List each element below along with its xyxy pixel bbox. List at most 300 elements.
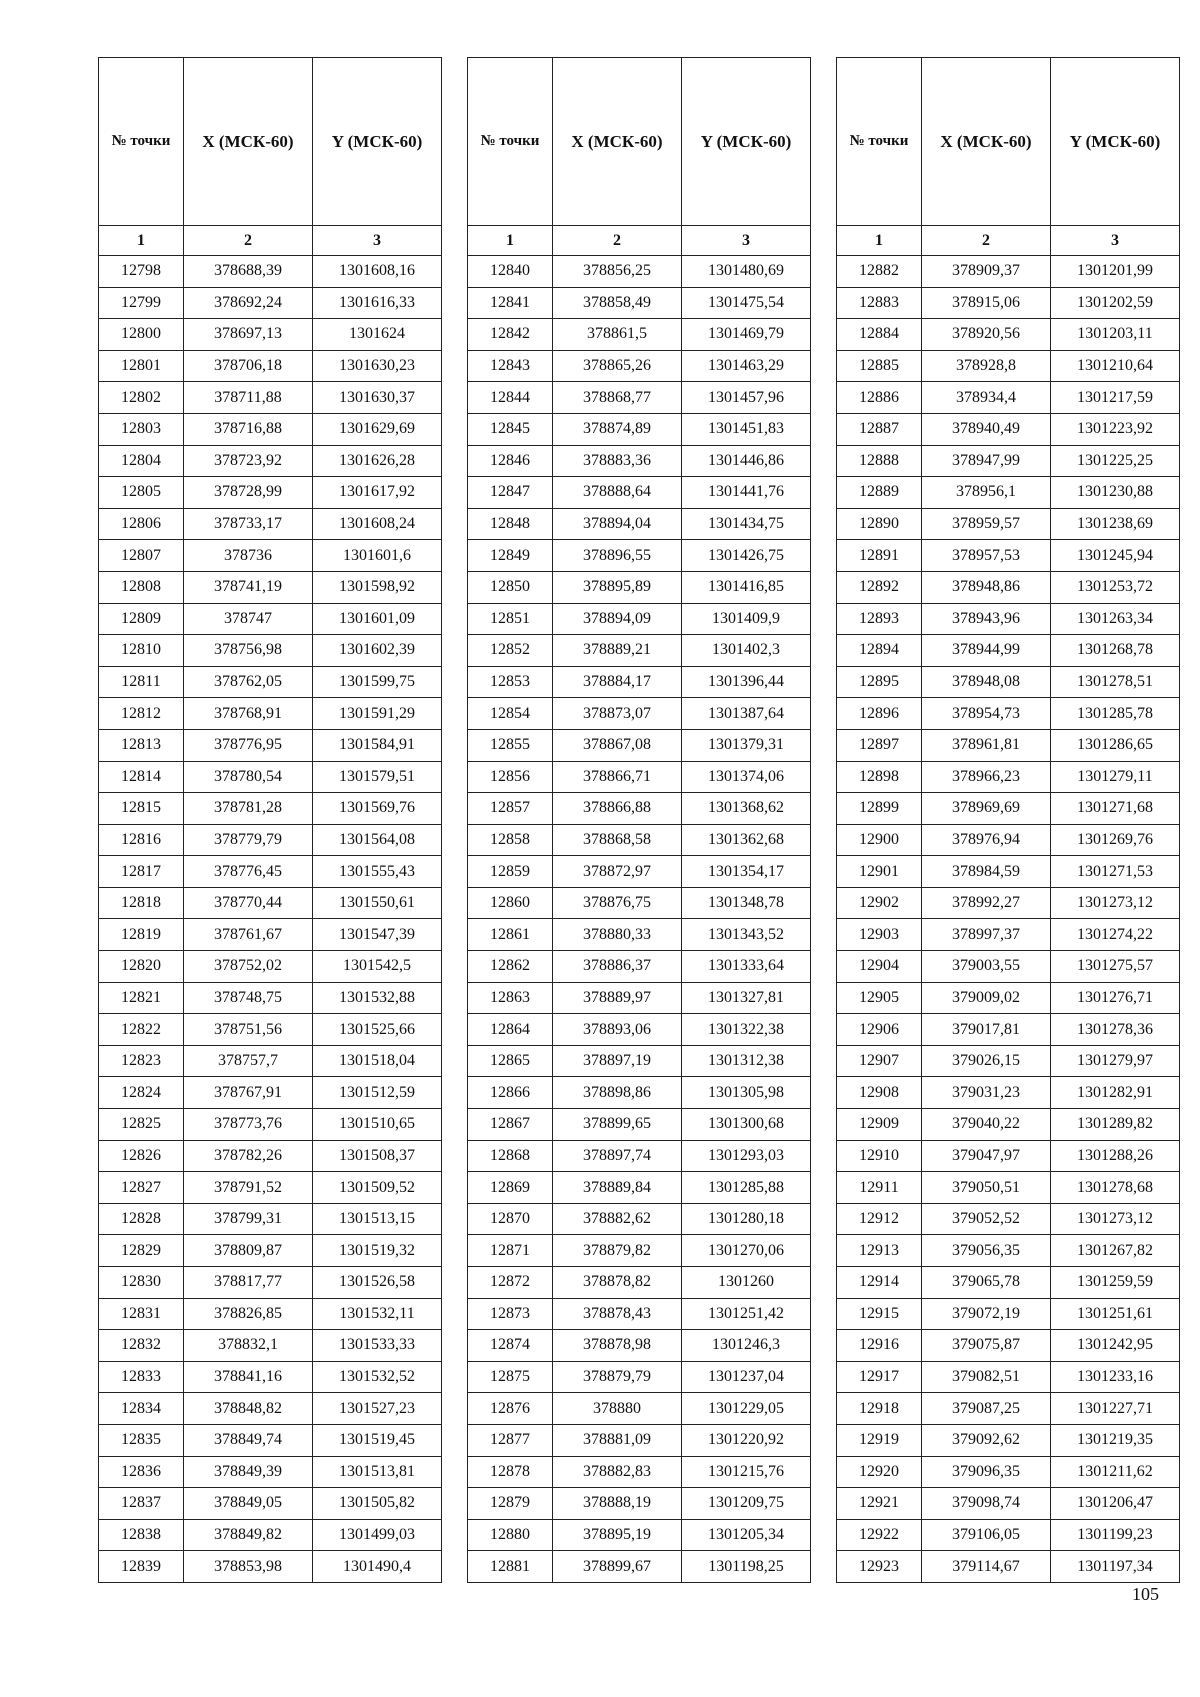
table-row (837, 666, 1180, 698)
table-row (468, 319, 811, 351)
x-value: 378779,79 (184, 824, 313, 856)
x-value: 379040,22 (922, 1109, 1051, 1141)
point-number: 12827 (99, 1172, 184, 1204)
point-number: 12883 (837, 287, 922, 319)
point-number: 12890 (837, 508, 922, 540)
y-value: 1301286,65 (1051, 729, 1180, 761)
table-row (468, 1045, 811, 1077)
x-value: 378756,98 (184, 635, 313, 667)
point-number: 12849 (468, 540, 553, 572)
point-number: 12919 (837, 1424, 922, 1456)
y-value: 1301532,88 (313, 982, 442, 1014)
x-value: 378867,08 (553, 729, 682, 761)
point-number: 12839 (99, 1551, 184, 1583)
y-coordinate-header: Y (МСК-60) (682, 58, 811, 226)
x-value: 378748,75 (184, 982, 313, 1014)
point-number: 12920 (837, 1456, 922, 1488)
x-value: 378898,86 (553, 1077, 682, 1109)
table-row (468, 445, 811, 477)
y-value: 1301579,51 (313, 761, 442, 793)
table-row (99, 319, 442, 351)
y-value: 1301215,76 (682, 1456, 811, 1488)
x-value: 378832,1 (184, 1330, 313, 1362)
point-number: 12899 (837, 793, 922, 825)
table-row (99, 951, 442, 983)
y-value: 1301533,33 (313, 1330, 442, 1362)
table-row (99, 666, 442, 698)
x-value: 378961,81 (922, 729, 1051, 761)
x-value: 378849,05 (184, 1488, 313, 1520)
x-value: 378868,58 (553, 824, 682, 856)
table-row (99, 1014, 442, 1046)
x-coordinate-header: X (МСК-60) (184, 58, 313, 226)
x-value: 378799,31 (184, 1203, 313, 1235)
x-value: 378888,19 (553, 1488, 682, 1520)
point-number: 12911 (837, 1172, 922, 1204)
y-value: 1301273,12 (1051, 1203, 1180, 1235)
y-value: 1301617,92 (313, 477, 442, 509)
table-row (99, 1235, 442, 1267)
y-value: 1301280,18 (682, 1203, 811, 1235)
y-value: 1301282,91 (1051, 1077, 1180, 1109)
column-index: 2 (553, 226, 682, 256)
table-row (99, 1488, 442, 1520)
y-value: 1301532,52 (313, 1361, 442, 1393)
y-value: 1301199,23 (1051, 1519, 1180, 1551)
table-row (468, 824, 811, 856)
y-value: 1301274,22 (1051, 919, 1180, 951)
y-value: 1301237,04 (682, 1361, 811, 1393)
table-row (837, 729, 1180, 761)
point-number: 12829 (99, 1235, 184, 1267)
x-value: 378883,36 (553, 445, 682, 477)
y-value: 1301242,95 (1051, 1330, 1180, 1362)
point-number: 12918 (837, 1393, 922, 1425)
y-value: 1301525,66 (313, 1014, 442, 1046)
x-value: 378716,88 (184, 413, 313, 445)
x-value: 378849,82 (184, 1519, 313, 1551)
x-value: 378736 (184, 540, 313, 572)
x-value: 379106,05 (922, 1519, 1051, 1551)
x-value: 378944,99 (922, 635, 1051, 667)
y-value: 1301550,61 (313, 887, 442, 919)
point-number: 12858 (468, 824, 553, 856)
y-value: 1301630,23 (313, 350, 442, 382)
table-row (837, 887, 1180, 919)
x-value: 378866,88 (553, 793, 682, 825)
y-value: 1301480,69 (682, 256, 811, 288)
point-number: 12852 (468, 635, 553, 667)
x-value: 378776,45 (184, 856, 313, 888)
y-value: 1301510,65 (313, 1109, 442, 1141)
table-row (468, 761, 811, 793)
table-row (837, 1488, 1180, 1520)
y-value: 1301269,76 (1051, 824, 1180, 856)
table-row (837, 571, 1180, 603)
x-value: 378865,26 (553, 350, 682, 382)
point-number: 12874 (468, 1330, 553, 1362)
table-row (99, 382, 442, 414)
y-value: 1301230,88 (1051, 477, 1180, 509)
y-value: 1301569,76 (313, 793, 442, 825)
point-number: 12873 (468, 1298, 553, 1330)
point-number: 12893 (837, 603, 922, 635)
x-value: 378848,82 (184, 1393, 313, 1425)
point-number: 12805 (99, 477, 184, 509)
y-value: 1301223,92 (1051, 413, 1180, 445)
y-value: 1301279,97 (1051, 1045, 1180, 1077)
x-value: 378896,55 (553, 540, 682, 572)
x-value: 379082,51 (922, 1361, 1051, 1393)
table-row (837, 508, 1180, 540)
point-number: 12884 (837, 319, 922, 351)
y-value: 1301220,92 (682, 1424, 811, 1456)
y-value: 1301368,62 (682, 793, 811, 825)
column-index: 1 (468, 226, 553, 256)
point-number: 12915 (837, 1298, 922, 1330)
table-row (99, 982, 442, 1014)
x-value: 378861,5 (553, 319, 682, 351)
y-value: 1301278,68 (1051, 1172, 1180, 1204)
x-value: 378943,96 (922, 603, 1051, 635)
y-value: 1301555,43 (313, 856, 442, 888)
x-value: 378959,57 (922, 508, 1051, 540)
y-value: 1301601,6 (313, 540, 442, 572)
x-value: 378688,39 (184, 256, 313, 288)
table-row (837, 824, 1180, 856)
x-value: 378747 (184, 603, 313, 635)
point-number: 12822 (99, 1014, 184, 1046)
y-value: 1301475,54 (682, 287, 811, 319)
x-value: 378879,82 (553, 1235, 682, 1267)
column-index: 1 (99, 226, 184, 256)
table-row (837, 982, 1180, 1014)
point-number: 12894 (837, 635, 922, 667)
x-value: 378872,97 (553, 856, 682, 888)
point-number: 12877 (468, 1424, 553, 1456)
column-index: 3 (313, 226, 442, 256)
x-value: 378849,39 (184, 1456, 313, 1488)
point-number: 12870 (468, 1203, 553, 1235)
point-number-header: № точки (837, 58, 922, 226)
y-value: 1301519,45 (313, 1424, 442, 1456)
x-value: 378768,91 (184, 698, 313, 730)
x-value: 378878,43 (553, 1298, 682, 1330)
y-value: 1301457,96 (682, 382, 811, 414)
column-index-row (837, 226, 1180, 256)
point-number: 12844 (468, 382, 553, 414)
x-value: 378992,27 (922, 887, 1051, 919)
table-row (837, 477, 1180, 509)
table-row (837, 1045, 1180, 1077)
y-value: 1301416,85 (682, 571, 811, 603)
table-row (99, 571, 442, 603)
x-value: 379096,35 (922, 1456, 1051, 1488)
table-row (837, 603, 1180, 635)
table-row (837, 793, 1180, 825)
point-number: 12800 (99, 319, 184, 351)
x-value: 378826,85 (184, 1298, 313, 1330)
point-number: 12815 (99, 793, 184, 825)
table-row (99, 1172, 442, 1204)
x-value: 378882,62 (553, 1203, 682, 1235)
y-value: 1301402,3 (682, 635, 811, 667)
table-row (837, 1014, 1180, 1046)
table-row (468, 1014, 811, 1046)
table-row (468, 635, 811, 667)
y-value: 1301263,34 (1051, 603, 1180, 635)
x-value: 378940,49 (922, 413, 1051, 445)
point-number: 12880 (468, 1519, 553, 1551)
x-value: 378874,89 (553, 413, 682, 445)
x-value: 378773,76 (184, 1109, 313, 1141)
table-row (99, 1045, 442, 1077)
point-number: 12826 (99, 1140, 184, 1172)
point-number: 12865 (468, 1045, 553, 1077)
point-number: 12882 (837, 256, 922, 288)
y-value: 1301238,69 (1051, 508, 1180, 540)
table-row (468, 1172, 811, 1204)
point-number: 12905 (837, 982, 922, 1014)
point-number: 12857 (468, 793, 553, 825)
x-value: 378969,69 (922, 793, 1051, 825)
x-value: 378889,21 (553, 635, 682, 667)
x-value: 378888,64 (553, 477, 682, 509)
table-row (468, 1203, 811, 1235)
point-number: 12866 (468, 1077, 553, 1109)
point-number: 12853 (468, 666, 553, 698)
table-row (837, 1267, 1180, 1299)
point-number: 12824 (99, 1077, 184, 1109)
table-row (468, 982, 811, 1014)
point-number: 12804 (99, 445, 184, 477)
y-value: 1301629,69 (313, 413, 442, 445)
x-value: 378856,25 (553, 256, 682, 288)
x-value: 378880,33 (553, 919, 682, 951)
point-number: 12825 (99, 1109, 184, 1141)
y-value: 1301387,64 (682, 698, 811, 730)
point-number: 12875 (468, 1361, 553, 1393)
x-value: 379092,62 (922, 1424, 1051, 1456)
y-value: 1301268,78 (1051, 635, 1180, 667)
point-number: 12881 (468, 1551, 553, 1583)
x-coordinate-header: X (МСК-60) (922, 58, 1051, 226)
y-value: 1301584,91 (313, 729, 442, 761)
y-value: 1301227,71 (1051, 1393, 1180, 1425)
table-row (99, 824, 442, 856)
x-value: 378948,86 (922, 571, 1051, 603)
point-number: 12914 (837, 1267, 922, 1299)
table-row (468, 951, 811, 983)
y-value: 1301251,42 (682, 1298, 811, 1330)
table-row (468, 1109, 811, 1141)
table-row (99, 1330, 442, 1362)
x-value: 378956,1 (922, 477, 1051, 509)
x-value: 378853,98 (184, 1551, 313, 1583)
table-row (837, 413, 1180, 445)
table-row (99, 445, 442, 477)
x-value: 378868,77 (553, 382, 682, 414)
point-number: 12885 (837, 350, 922, 382)
y-value: 1301279,11 (1051, 761, 1180, 793)
point-number: 12806 (99, 508, 184, 540)
table-row (837, 698, 1180, 730)
y-value: 1301225,25 (1051, 445, 1180, 477)
y-value: 1301608,24 (313, 508, 442, 540)
point-number: 12807 (99, 540, 184, 572)
point-number: 12814 (99, 761, 184, 793)
point-number: 12801 (99, 350, 184, 382)
point-number: 12898 (837, 761, 922, 793)
y-value: 1301203,11 (1051, 319, 1180, 351)
point-number: 12886 (837, 382, 922, 414)
point-number: 12840 (468, 256, 553, 288)
x-value: 379114,67 (922, 1551, 1051, 1583)
y-value: 1301209,75 (682, 1488, 811, 1520)
column-index-row (468, 226, 811, 256)
x-value: 378976,94 (922, 824, 1051, 856)
x-value: 378858,49 (553, 287, 682, 319)
x-value: 378880 (553, 1393, 682, 1425)
y-value: 1301599,75 (313, 666, 442, 698)
table-row (468, 698, 811, 730)
point-number: 12854 (468, 698, 553, 730)
y-value: 1301267,82 (1051, 1235, 1180, 1267)
table-row (99, 256, 442, 288)
point-number: 12843 (468, 350, 553, 382)
y-value: 1301513,15 (313, 1203, 442, 1235)
point-number: 12922 (837, 1519, 922, 1551)
y-value: 1301463,29 (682, 350, 811, 382)
table-row (468, 1361, 811, 1393)
table-row (468, 603, 811, 635)
table-row (837, 919, 1180, 951)
y-value: 1301343,52 (682, 919, 811, 951)
y-value: 1301542,5 (313, 951, 442, 983)
x-value: 379017,81 (922, 1014, 1051, 1046)
x-value: 379065,78 (922, 1267, 1051, 1299)
x-value: 378997,37 (922, 919, 1051, 951)
coordinate-table-2 (467, 57, 811, 1583)
header-row (837, 58, 1180, 226)
table-row (468, 1235, 811, 1267)
point-number: 12908 (837, 1077, 922, 1109)
point-number: 12813 (99, 729, 184, 761)
table-row (99, 413, 442, 445)
y-value: 1301519,32 (313, 1235, 442, 1267)
point-number: 12879 (468, 1488, 553, 1520)
point-number: 12913 (837, 1235, 922, 1267)
point-number-header: № точки (99, 58, 184, 226)
x-value: 378770,44 (184, 887, 313, 919)
point-number: 12847 (468, 477, 553, 509)
x-value: 379098,74 (922, 1488, 1051, 1520)
y-value: 1301451,83 (682, 413, 811, 445)
y-value: 1301512,59 (313, 1077, 442, 1109)
y-value: 1301426,75 (682, 540, 811, 572)
x-value: 378957,53 (922, 540, 1051, 572)
table-row (837, 761, 1180, 793)
point-number: 12887 (837, 413, 922, 445)
y-value: 1301441,76 (682, 477, 811, 509)
table-row (468, 1077, 811, 1109)
point-number: 12841 (468, 287, 553, 319)
x-value: 378893,06 (553, 1014, 682, 1046)
y-value: 1301598,92 (313, 571, 442, 603)
y-value: 1301253,72 (1051, 571, 1180, 603)
y-value: 1301630,37 (313, 382, 442, 414)
point-number: 12837 (99, 1488, 184, 1520)
y-value: 1301305,98 (682, 1077, 811, 1109)
y-value: 1301246,3 (682, 1330, 811, 1362)
table-row (99, 287, 442, 319)
table-row (468, 1488, 811, 1520)
y-value: 1301591,29 (313, 698, 442, 730)
point-number: 12901 (837, 856, 922, 888)
point-number: 12897 (837, 729, 922, 761)
point-number: 12836 (99, 1456, 184, 1488)
point-number: 12811 (99, 666, 184, 698)
y-value: 1301508,37 (313, 1140, 442, 1172)
point-number: 12864 (468, 1014, 553, 1046)
point-number: 12903 (837, 919, 922, 951)
table-row (468, 1330, 811, 1362)
point-number: 12860 (468, 887, 553, 919)
table-row (99, 1456, 442, 1488)
point-number: 12889 (837, 477, 922, 509)
x-value: 378984,59 (922, 856, 1051, 888)
table-row (837, 1235, 1180, 1267)
x-value: 379031,23 (922, 1077, 1051, 1109)
y-value: 1301626,28 (313, 445, 442, 477)
table-row (837, 1077, 1180, 1109)
table-row (837, 951, 1180, 983)
point-number: 12861 (468, 919, 553, 951)
table-row (468, 350, 811, 382)
table-row (468, 666, 811, 698)
point-number: 12842 (468, 319, 553, 351)
point-number-header: № точки (468, 58, 553, 226)
x-value: 378879,79 (553, 1361, 682, 1393)
x-value: 378894,09 (553, 603, 682, 635)
x-value: 378817,77 (184, 1267, 313, 1299)
column-index: 1 (837, 226, 922, 256)
table-row (837, 319, 1180, 351)
column-index: 3 (1051, 226, 1180, 256)
point-number: 12856 (468, 761, 553, 793)
point-number: 12892 (837, 571, 922, 603)
point-number: 12810 (99, 635, 184, 667)
y-value: 1301273,12 (1051, 887, 1180, 919)
point-number: 12902 (837, 887, 922, 919)
y-value: 1301206,47 (1051, 1488, 1180, 1520)
table-row (468, 1551, 811, 1583)
y-value: 1301434,75 (682, 508, 811, 540)
point-number: 12867 (468, 1109, 553, 1141)
point-number: 12817 (99, 856, 184, 888)
x-value: 378711,88 (184, 382, 313, 414)
table-row (99, 1361, 442, 1393)
table-row (468, 1393, 811, 1425)
table-row (468, 793, 811, 825)
table-row (837, 287, 1180, 319)
x-value: 378728,99 (184, 477, 313, 509)
table-row (837, 635, 1180, 667)
y-value: 1301333,64 (682, 951, 811, 983)
y-value: 1301198,25 (682, 1551, 811, 1583)
x-value: 378948,08 (922, 666, 1051, 698)
x-value: 378928,8 (922, 350, 1051, 382)
